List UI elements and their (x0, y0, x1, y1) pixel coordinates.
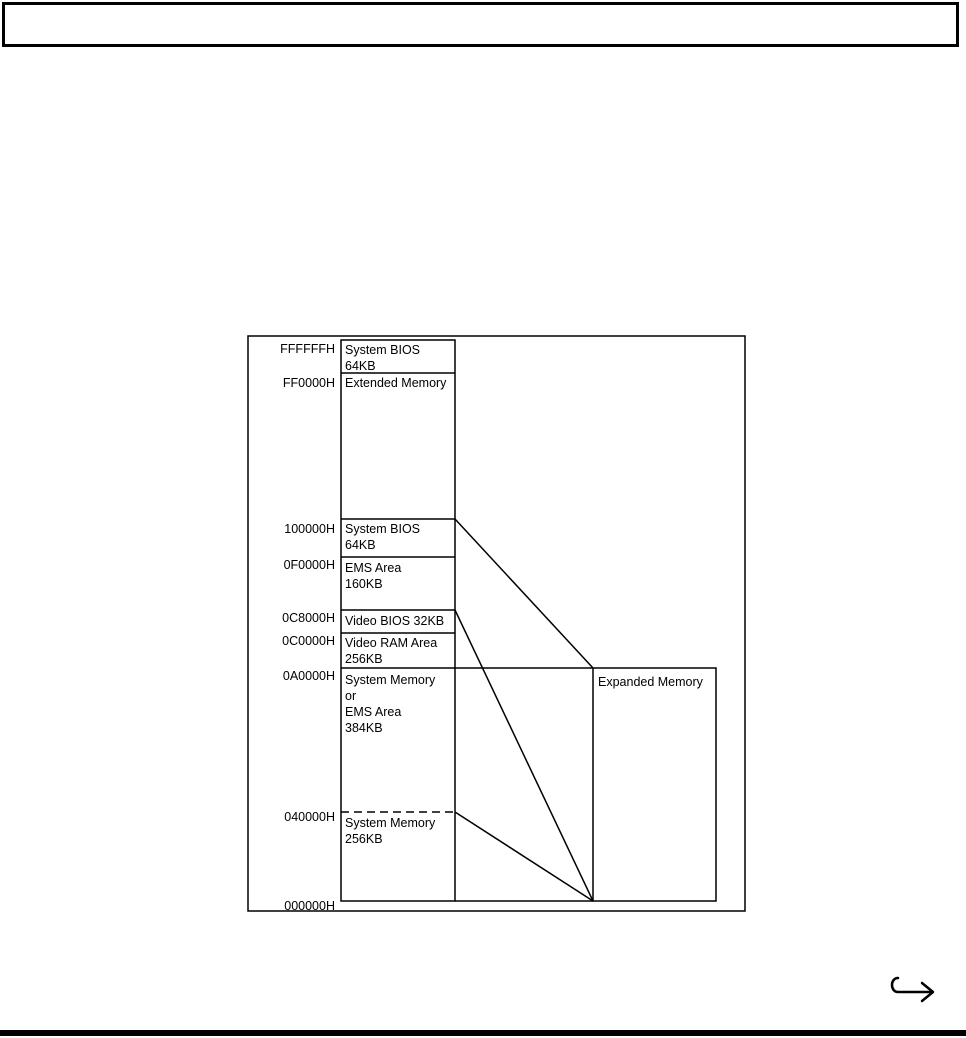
block-label-system-bios-top: System BIOS 64KB (345, 343, 421, 373)
block-label-video-bios: Video BIOS 32KB (345, 614, 445, 628)
block-label-video-ram: Video RAM Area 256KB (345, 636, 438, 666)
address-label: 0F0000H (283, 558, 335, 572)
address-label: 000000H (284, 899, 335, 913)
block-label-system-bios: System BIOS 64KB (345, 522, 421, 552)
address-label: 100000H (284, 522, 335, 536)
map-line-bios (455, 519, 593, 668)
block-label-system-or-ems: System Memory or EMS Area 384KB (345, 673, 436, 735)
address-label: 040000H (284, 810, 335, 824)
block-label-ems-area: EMS Area 160KB (345, 561, 402, 591)
block-label-system-memory: System Memory 256KB (345, 816, 436, 846)
expanded-memory-box (593, 668, 716, 901)
address-label: FF0000H (282, 376, 335, 390)
address-label: 0C0000H (282, 634, 335, 648)
footer-rule (0, 1030, 966, 1036)
continue-arrow-icon (888, 972, 940, 1006)
address-label: 0A0000H (282, 669, 335, 683)
address-label: FFFFFFH (280, 342, 335, 356)
block-label-extended-memory: Extended Memory (345, 376, 447, 390)
address-label: 0C8000H (282, 611, 335, 625)
expanded-memory-label: Expanded Memory (598, 675, 703, 689)
